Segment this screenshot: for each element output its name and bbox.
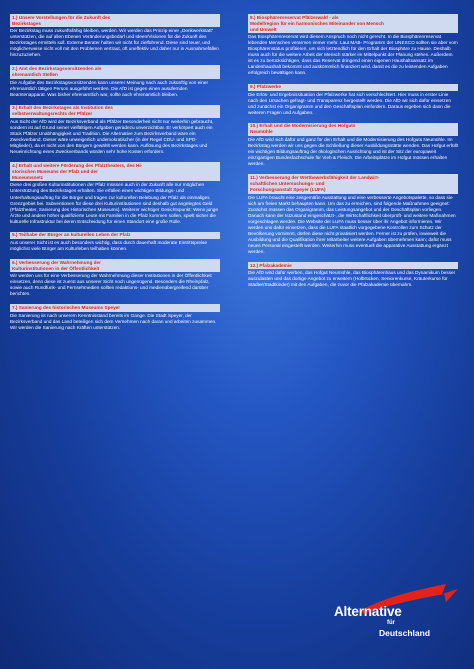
section-heading — [248, 174, 458, 193]
section-heading — [10, 232, 220, 239]
heading-line: 8.) Biosphärenreservat Pfälzerwald - als — [250, 14, 339, 20]
heading-line: selbstverwaltungsrechts der Pfälzer — [12, 111, 93, 117]
section-body: Die Aufgabe des Bezirkstagsvorsitzenden kann unserer Meinung nach auch zukünftig von einer ehrenamtlich tätigen Person ausgeführt werden. Die AfD ist gegen einen ausufernden Beamtenapparat. Was bisher ehrenamtlich war, sollte auch ehrenamtlich bleiben. — [10, 79, 209, 97]
section-right-5 — [248, 262, 458, 288]
section-left-4 — [10, 162, 220, 225]
section-heading — [10, 259, 220, 272]
section-heading — [10, 14, 220, 27]
section-left-5 — [10, 232, 220, 252]
section-heading — [248, 123, 458, 136]
section-heading — [248, 262, 458, 269]
section-body: Die AfD wird sich dafür und ganz für den Erhalt und die Modernisierung des Hofguts Neumühle. Im Bezirkstag werden wir uns gegen die Schließung dieser Ausbildungsstätte wenden. Das Hofgut erfüllt ein wichtigen Bildungsauftrag der ökologischen Ausrichtung und ist der Sitz der europaweit einzigartigen Bundesfachschule für Vieh & Fleisch. Die Arbeitsplätze im Hofgut müssen erhalten werden. — [248, 137, 459, 167]
section-right-2 — [248, 84, 458, 116]
heading-line: 4.) Erhalt und weitere Förderung des Pfalztheaters, des Hi- — [12, 162, 143, 168]
section-right-1 — [248, 14, 458, 77]
section-right-3 — [248, 123, 458, 167]
logo-fuer: für — [387, 620, 395, 626]
section-body: Diese drei großen Kulturinstitutionen der Pfalz müssen auch in der Zukunft alle nur möglichen Unterstützung des Bezirkstages erhalten. Sie erfüllen einen wichtigen Bildungs- und Unterhaltungsauftrag für die Bürger und tragen zur kulturellen Belebung der Pfalz als einmaliges Grenzgebiet bei. Subventionen für diese drei Kulturinstitutionen sind deshalb gut angelegtes Geld (Pfalztheater, Sanierung des Historischen Museums). Weiterer wichtiger Gesichtspunkt: Wenn junge Ärzte und andere höher qualifizierte Leute mit Familien in die Pfalz kommen sollen, spielt sicher die kulturelle Infrastruktur bei deren Entscheidung für einen Standort eine große Rolle. — [10, 182, 218, 224]
section-left-3 — [10, 105, 220, 155]
section-heading — [10, 304, 220, 311]
right-column — [248, 14, 458, 295]
heading-line: Modellregion für ein harmonisches Miteinander von Mensch — [250, 20, 384, 26]
heading-line: Forschungsanstalt Speyer (LUFA) — [250, 186, 326, 192]
heading-line: und Umwelt — [250, 26, 277, 32]
section-left-2 — [10, 65, 220, 97]
section-body: Wir werden uns für eine Verbesserung der Wahrnehmung dieser Institutionen in der Öffentlichkeit einsetzen, denn diese ist zuerst aus unserer Sicht noch ungenügend. Besonders die Rheinpfalz, sowie auch Rundfunk- und Fernsehmedien sollten redaktions- und medienübergreifend darüber berichten. — [10, 273, 212, 297]
heading-line: Museumsnetz — [12, 174, 43, 180]
heading-line: 6.) Verbesserung der Wahrnehmung der — [12, 259, 101, 265]
section-body: Der Bezirkstag muss zukunftsfähig bleiben, werden. Wir werden das Prinzip einer „Denkwerkstatt“ unterstützen, die auf allen Ebenen Veränderungsbedarf und Ideen/Visionen für die Zukunft des Bezirkstages ermitteln soll. Externe Berater halten wir nicht für zielführend. Diese sind teuer, und möglicherweise nicht voll mit den Problemen vertraut, oft uneffektiv und daher nur in Ausnahmefällen hinzuzuziehen. — [10, 28, 219, 58]
section-right-4 — [248, 174, 458, 255]
logo-deutschland: Deutschland — [379, 628, 431, 638]
heading-line: 1.) Unsere Vorstellungen für die Zukunft des — [12, 14, 111, 20]
heading-line: ehrenamtlich Stellen — [12, 72, 58, 78]
section-body: Aus Sicht der AfD wird der Bezirksverband als Pfälzer Besonderheit nicht nur weiterhin gebraucht, sondern ist auf Grund seiner vielfältigen Aufgaben geradezu unverzichtbar. Er verkörpert auch ein Stück Pfälzer Unabhängigkeit und Tradition. Die Alternative zum Bezirksverband wäre ein Zweckverband. Dieser wäre unweigerlich undemokratischer (in der Regel CDU- und SPD- Mitglieder), da er nicht von den Bürgern gewählt werden kann. Auflösung des Bezirkstages und Neueinrichtung eines Zweckverbands würden sehr hohe Kosten erfordern. — [10, 118, 214, 155]
section-body: Aus unserer Sicht ist es auch besonders wichtig, dass durch dauerhaft moderate Eintrittspreise möglichst viele Bürger am Kulturleben teilhaben können. — [10, 239, 207, 251]
heading-line: Kulturinstitutionen in der Öffentlichkeit — [12, 265, 100, 271]
section-body: Die Erlös- und Ergebnissituation der Pfalzwerke hat sich verschlechtert. Hier muss in erster Linie nach den Ursachen gefragt- und Transparenz hergestellt werden. Die AfD wir sich dafür einsetzen und zunächst ein Organigramm und den Geschäftsplan einfordern. Daraus ergeben sich dann die weiteren Fragen und Aufgaben. — [248, 91, 451, 115]
section-heading — [10, 65, 220, 78]
section-heading — [248, 14, 458, 33]
section-left-1 — [10, 14, 220, 58]
section-heading — [10, 162, 220, 181]
heading-line: Bezirkstages — [12, 20, 41, 26]
heading-line: schaftlichen Untersuchungs- und — [250, 180, 325, 186]
section-left-6 — [10, 259, 220, 297]
afd-logo — [334, 584, 462, 656]
logo-arrow-icon — [334, 584, 462, 656]
heading-line: storischen Museums der Pfalz und der — [12, 168, 98, 174]
heading-line: 11.) Verbesserung der Wettbewerbsfähigkeit der Landwirt- — [250, 174, 380, 180]
heading-line: Neumühle — [250, 129, 273, 135]
heading-line: 7.) Sanierung des historischen Museums Speyer — [12, 304, 121, 310]
section-body: Die AfD wird dafür werben, das Hofgut Neumühle, das Biosphärenhaus und das Dynamikum besser auszulasten und das dortige Angebot zu erweitern (Holbrücken, Seniorenkurse, Kräuterkurse für Städter/Stadtkinder) mit den Aufgaben, die zuvor die Pfalzakademie übernahm. — [248, 270, 456, 288]
section-body: Die Sanierung ist nach unserem Kenntnisstand bereits im Gange. Die Stadt Speyer, der Bezirksverband und das Land beteiligen sich dem Vernehmen nach daran und arbeiten zusammen. Wir werden die Sanierung nach Kräften unterstützen. — [10, 312, 217, 330]
heading-line: 9.) Pfalzwerke — [250, 84, 282, 90]
heading-line: 5.) Teilhabe der Bürger an kulturellen Leben der Pfalz — [12, 232, 131, 238]
logo-word: Alternative — [334, 604, 402, 619]
section-body: Die LUFA braucht eine zeitgemäße Ausstattung und eine verbesserte Angebotspalette, so dass sie sich am freien Markt behaupten kann. Um das zu erreichen, sind folgende Maßnahmen geeignet: Zunächst müssen das Organigramm, das Leistungsangebot und der Geschäftsplan vorliegen. Danach kann der Istzustand eingeschätzt-, die Wirtschaftlichkeit überprüft- und weitere Maßnahmen vorgeschlagen werden. Die Website der LUFA muss besser über ihr Angebot informieren. Wir werden uns dafür einsetzen, dass die LUFA staatlich vorgegebene Kontrollen zum Schutz der Bevölkerung vornimmt, dürfen diese nicht privatisiert werden. Ferner ist zu prüfen, inwieweit die Ausbildung und die Qualifikation ihrer Mitarbeiter weitere Aufgaben übernehmen kann; dafür muss neues Personal eingestellt werden. Weiterhin muss eventuell die apparative Ausstattung ergänzt werden. — [248, 194, 456, 254]
heading-line: 10.) Erhalt und die Modernisierung des Hofguts — [250, 123, 356, 129]
heading-line: 3.) Erhalt des Bezirkstages als Institution des — [12, 105, 113, 111]
heading-line: 12.) Pfalzakademie — [250, 262, 292, 268]
left-column — [10, 14, 220, 338]
section-body: Das Biosphärenreservat wird diesem Anspruch noch nicht gerecht. In die Biosphärenreservat lebenden Menschen verarmen immer mehr. Laut MAB- Programm der UNESCO sollten sie aber vom Biosphärenstatus profitieren, um sich letztendlich für den Erhalt der Biosphäre zu Hause. Deshalb muss auch für die weitere Arbeit der Mensch stärker im Mittelpunkt der Planung stehen. Außerdem ist es zu berücksichtigen, dass das Reservat dringend einen eigenen Haushaltsansatz im Landeshaushalt bekommt und auskömmlich finanziert wird, damit es die zu leistenden Aufgaben erfolgreich bewältigen kann. — [248, 34, 458, 76]
section-heading — [10, 105, 220, 118]
section-heading — [248, 84, 458, 91]
section-left-7 — [10, 304, 220, 330]
heading-line: 2.) Amt des Bezirkstagsvorsitzenden als — [12, 66, 102, 72]
